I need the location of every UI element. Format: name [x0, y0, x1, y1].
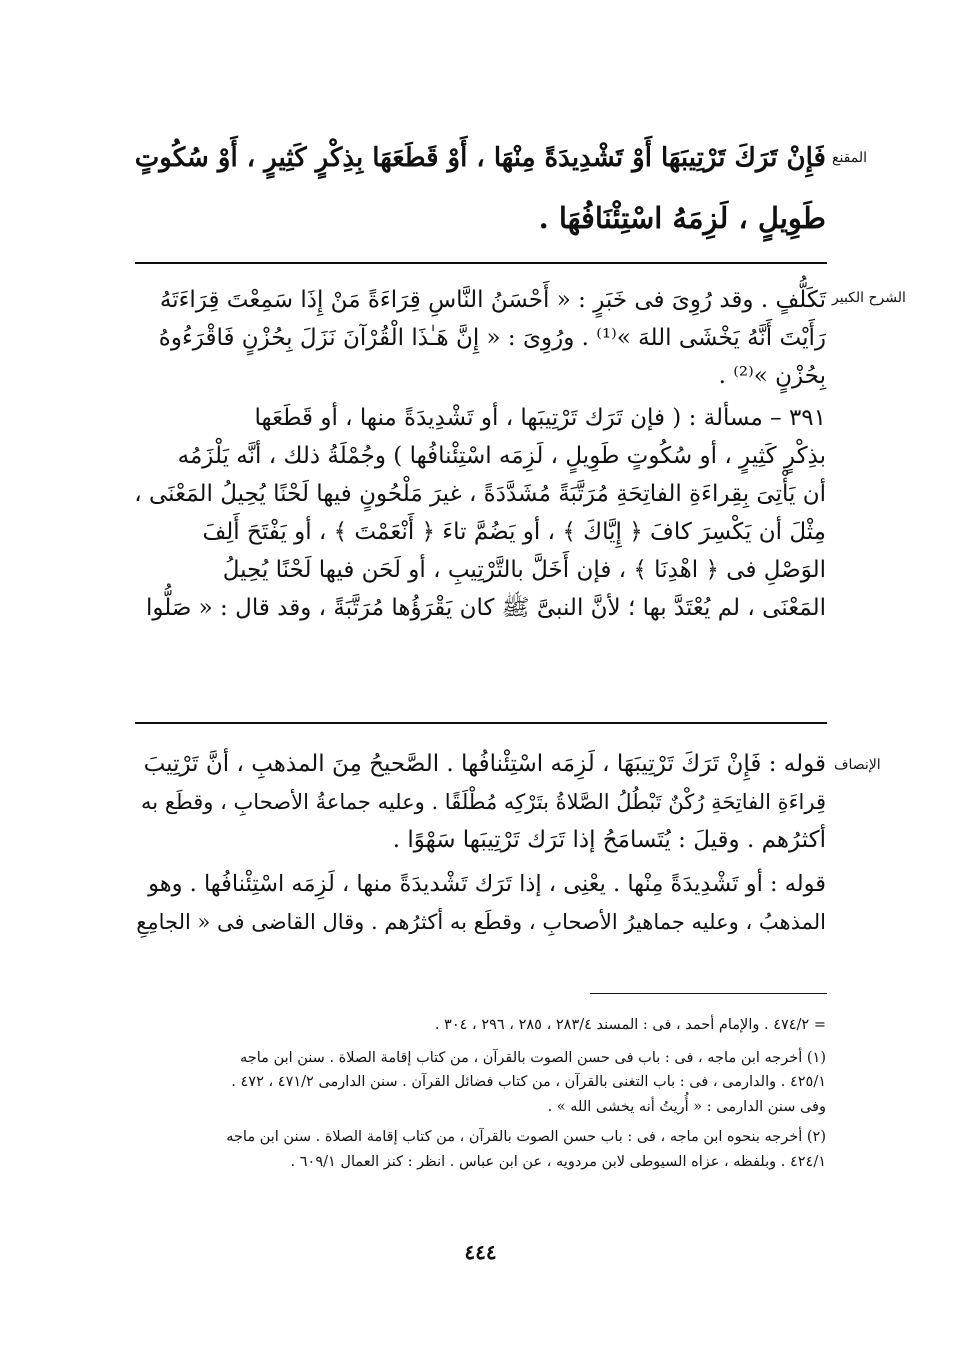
footnote-line: = ٤٧٤/٢ . والإمام أحمد ، فى : المسند ٢٨٣/٤ ، ٢٨٥ ، ٢٩٦ ، ٣٠٤ . [434, 1017, 826, 1033]
insaf-text [134, 745, 826, 941]
margin-label-insaf: الإنصاف [834, 757, 881, 773]
sharh-line: المَعْنَى ، لم يُعْتَدَّ بها ؛ لأنَّ النبىَّ ﷺ كان يَقْرَؤُها مُرَتَّبَةً ، وقد قال : « صَلُّوا [145, 595, 826, 621]
sharh-line: مِثْلَ أن يَكْسِرَ كافَ ﴿ إِيَّاكَ ﴾ ، أو يَضُمَّ تاءَ ﴿ أَنْعَمْتَ ﴾ ، أو يَفْتَحَ أَلِفَ [202, 519, 826, 545]
section-divider [135, 262, 827, 264]
sharh-line: تَكَلُّفٍ . وقد رُوِىَ فى خَبَرٍ : « أَحْسَنُ النَّاسِ قِرَاءَةً مَنْ إِذَا سَمِعْتَ قِرَاءَتَهُ [159, 287, 826, 313]
muqni-line: فَإِنْ تَرَكَ تَرْتِيبَهَا أَوْ تَشْدِيدَةً مِنْهَا ، أَوْ قَطَعَهَا بِذِكْرٍ كَثِيرٍ ، أَوْ سُكُوتٍ [134, 143, 826, 173]
footnote-divider [590, 993, 827, 994]
sharh-line: الوَصْلِ فى ﴿ اهْدِنَا ﴾ ، فإن أَخَلَّ بالتَّرْتِيبِ ، أو لَحَن فيها لَحْنًا يُحِيلُ [222, 557, 826, 583]
footnote-line: (١) أخرجه ابن ماجه ، فى : باب فى حسن الصوت بالقرآن ، من كتاب إقامة الصلاة . سنن ابن ماجه [240, 1049, 826, 1066]
footnote-line: (٢) أخرجه بنحوه ابن ماجه ، فى : باب حسن الصوت بالقرآن ، من كتاب إقامة الصلاة . سنن ابن ماجه [226, 1129, 826, 1145]
footnote-line: وفى سنن الدارمى : « أُريتُ أنه يخشى الله » . [547, 1098, 826, 1115]
insaf-line: قِراءَةِ الفاتِحَةِ رُكْنٌ تَبْطُلُ الصَّلاةُ بتَرْكِه مُطْلَقًا . وعليه جماعةُ الأصحابِ ، وقطَع به [141, 790, 826, 814]
sharh-line: رَأَيْتَ أَنَّهُ يَخْشَى اللهَ »⁽¹⁾ . ورُوِىَ : « إِنَّ هَـٰذَا الْقُرْآنَ نَزَلَ بِحُزْنٍ فَاقْرَءُوهُ [158, 325, 826, 351]
sharh-line: بذِكْرٍ كَثِيرٍ ، أو سُكُوتٍ طَوِيلٍ ، لَزِمَه اسْتِئْنافُها ) وجُمْلَةُ ذلك ، أنَّه يَلْزَمُه [177, 443, 826, 469]
sharh-line: ٣٩١ – مسألة : ( فإن تَرَك تَرْتِيبَها ، أو تَشْدِيدَةً منها ، أو قَطَعَها [254, 405, 826, 431]
footnotes [126, 1013, 826, 1174]
sharh-line: أن يَأْتِىَ بِقِراءَةِ الفاتِحَةِ مُرَتَّبَةً مُشَدَّدَةً ، غيرَ مَلْحُونٍ فيها لَحْنًا يُحِيلُ المَعْنَى ، [134, 481, 826, 507]
footnote-line: ٤٢٤/١ . وبلفظه ، عزاه السيوطى لابن مردويه ، عن ابن عباس . انظر : كنز العمال ٦٠٩/١ . [290, 1153, 826, 1170]
insaf-line: قوله : فَإِنْ تَرَكَ تَرْتِيبَهَا ، لَزِمَه اسْتِئْنافُها . الصَّحيحُ مِنَ المذهبِ ، أنَّ تَرْتِيبَ [143, 751, 826, 777]
insaf-line: قوله : أو تَشْدِيدَةً مِنْها . يعْنِى ، إذا تَرَك تَشْديدَةً منها ، لَزِمَه اسْتِئْنافُها . وهو [148, 871, 826, 897]
section-divider [135, 722, 827, 724]
muqni-text [134, 128, 826, 248]
sharh-text [134, 281, 826, 627]
insaf-line: أكثرُهم . وقيلَ : يُتَسامَحُ إذا تَرَك تَرْتِيبَها سَهْوًا . [392, 827, 826, 853]
margin-label-muqni: المقنع [832, 150, 868, 166]
footnote-line: ٤٢٥/١ . والدارمى ، فى : باب التغنى بالقرآن ، من كتاب فضائل القرآن . سنن الدارمى ٤٧١/٢ ، ٤٧٢ . [231, 1074, 826, 1090]
insaf-line: المذهبُ ، وعليه جماهيرُ الأصحابِ ، وقطَع به أكثرُهم . وقال القاضى فى « الجامِعِ [136, 910, 826, 934]
muqni-line: طَوِيلٍ ، لَزِمَهُ اسْتِئْنَافُهَا . [538, 201, 826, 235]
page-number: ٤٤٤ [464, 1240, 497, 1264]
sharh-line: بِحُزْنٍ »⁽²⁾ . [718, 363, 826, 389]
margin-label-sharh: الشرح الكبير [832, 290, 906, 306]
